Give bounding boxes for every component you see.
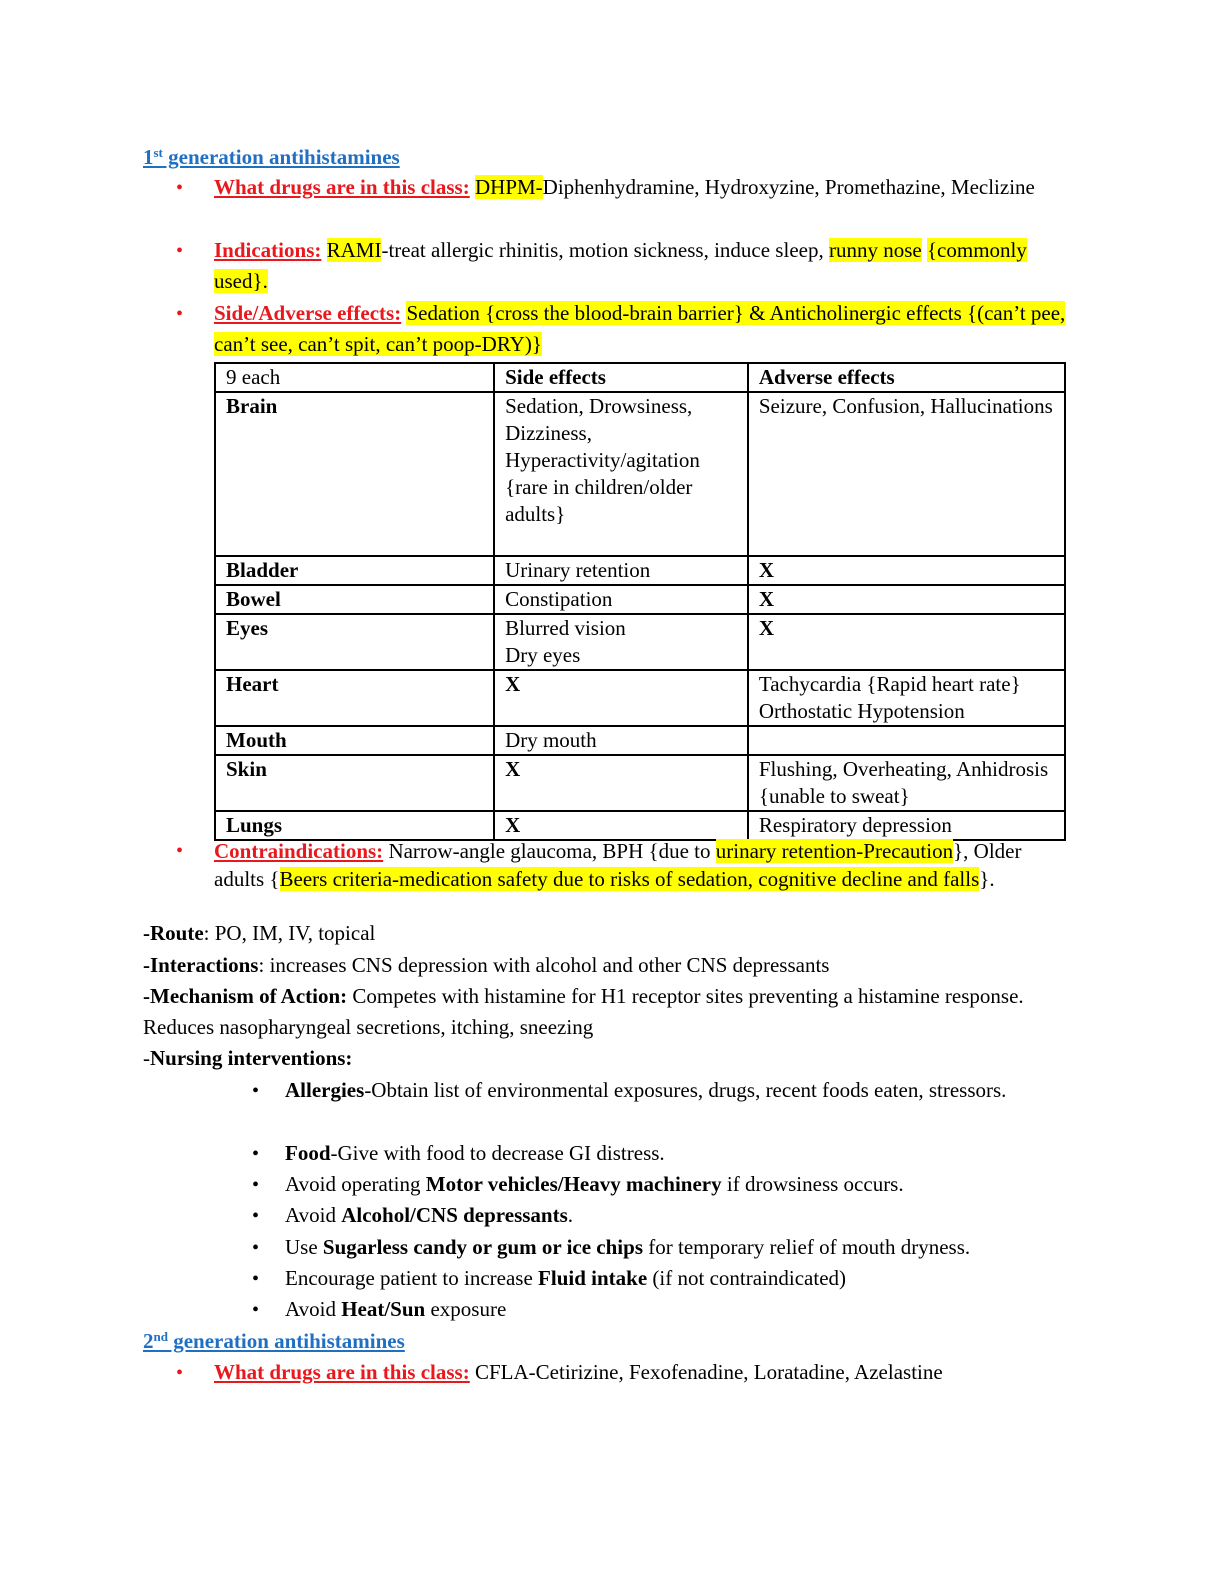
indications-note: {commonly used}.	[214, 238, 1027, 293]
nursing-item	[285, 1169, 1085, 1200]
bullet: •	[252, 1080, 260, 1102]
organ-cell: Eyes	[215, 614, 494, 670]
nursing-bold: Food	[285, 1141, 331, 1165]
drugs-mnemonic: DHPM-	[474, 175, 543, 199]
mechanism-label: -Mechanism of Action:	[143, 984, 348, 1008]
heading-number: 2	[143, 1329, 154, 1353]
interactions-label: -Interactions	[143, 953, 259, 977]
table-row	[215, 670, 1065, 726]
nursing-label: Nursing interventions:	[150, 1046, 353, 1070]
mechanism-paragraph	[143, 981, 1083, 1043]
nursing-text: -Obtain list of environmental exposures, drugs, recent foods eaten, stressors.	[364, 1078, 1007, 1102]
interactions-text: : increases CNS depression with alcohol and other CNS depressants	[258, 953, 830, 977]
cell-text: Dry eyes	[505, 643, 581, 667]
table-row	[215, 755, 1065, 811]
drugs-mnemonic: CFLA-	[469, 1360, 536, 1384]
bullet: •	[252, 1174, 260, 1196]
table-row	[215, 726, 1065, 755]
contraindications-highlight: urinary retention-Precaution	[715, 839, 954, 863]
bullet: •	[176, 240, 184, 262]
side-effects-item	[214, 298, 1074, 360]
bullet: •	[176, 177, 184, 199]
indications-label: Indications:	[214, 238, 322, 262]
contraindications-text: Narrow-angle glaucoma, BPH {due to	[383, 839, 716, 863]
heading-text: generation antihistamines	[162, 145, 400, 169]
bullet: •	[176, 1362, 184, 1384]
bullet: •	[176, 840, 184, 862]
side-effect-cell: Constipation	[494, 585, 748, 614]
side-effect-cell: Dry mouth	[494, 726, 748, 755]
nursing-item	[285, 1075, 1085, 1106]
nursing-text: Avoid operating	[285, 1172, 426, 1196]
organ-cell: Brain	[215, 392, 494, 556]
heading-superscript: nd	[153, 1329, 168, 1344]
nursing-bold: Fluid intake	[538, 1266, 648, 1290]
nursing-heading	[143, 1043, 1083, 1074]
interactions-line	[143, 950, 1083, 981]
heading-text: generation antihistamines	[167, 1329, 405, 1353]
bullet: •	[252, 1268, 260, 1290]
table-row	[215, 811, 1065, 840]
drugs-item	[214, 172, 1074, 203]
nursing-text: -Give with food to decrease GI distress.	[330, 1141, 665, 1165]
nursing-item	[285, 1200, 1085, 1231]
nursing-text: .	[567, 1203, 574, 1227]
heading-superscript: st	[153, 145, 163, 160]
table-header-cell: 9 each	[215, 363, 494, 392]
indications-text: -treat allergic rhinitis, motion sickness, induce sleep,	[381, 238, 829, 262]
drugs-list: Diphenhydramine, Hydroxyzine, Promethazine, Meclizine	[542, 175, 1035, 199]
nursing-item	[285, 1232, 1085, 1263]
adverse-effect-cell: X	[748, 585, 1065, 614]
drugs-item-2nd-gen	[214, 1357, 1074, 1388]
nursing-bold: Allergies	[285, 1078, 365, 1102]
indications-highlight: runny nose	[828, 238, 922, 262]
nursing-text: (if not contraindicated)	[647, 1266, 847, 1290]
adverse-effect-cell: X	[748, 614, 1065, 670]
organ-cell: Mouth	[215, 726, 494, 755]
bullet: •	[176, 303, 184, 325]
nursing-text: Avoid	[285, 1297, 342, 1321]
cell-text: Sedation, Drowsiness, Dizziness, Hyperactivity/agitation {rare in children/older adults}	[505, 394, 700, 526]
section-heading-2nd-gen	[143, 1326, 405, 1358]
cell-text: Orthostatic Hypotension	[758, 699, 965, 723]
adverse-effect-cell: Flushing, Overheating, Anhidrosis {unable to sweat}	[748, 755, 1065, 811]
organ-cell: Bowel	[215, 585, 494, 614]
nursing-prefix: -	[143, 1046, 150, 1070]
table-row	[215, 614, 1065, 670]
drugs-list: Cetirizine, Fexofenadine, Loratadine, Azelastine	[535, 1360, 943, 1384]
table-row	[215, 585, 1065, 614]
heading-number: 1	[143, 145, 154, 169]
side-effect-cell: Urinary retention	[494, 556, 748, 585]
organ-cell: Bladder	[215, 556, 494, 585]
route-line	[143, 918, 1083, 949]
side-effect-cell: X	[494, 670, 748, 726]
side-effect-cell: X	[494, 811, 748, 840]
cell-text: Blurred vision	[505, 616, 626, 640]
bullet: •	[252, 1299, 260, 1321]
table-header-cell: Side effects	[494, 363, 748, 392]
route-label: -Route	[143, 921, 204, 945]
nursing-bold: Heat/Sun	[341, 1297, 426, 1321]
side-effect-cell: X	[494, 755, 748, 811]
table-header-row	[215, 363, 1065, 392]
adverse-effect-cell	[748, 726, 1065, 755]
table-row	[215, 392, 1065, 556]
nursing-text: Use	[285, 1235, 323, 1259]
organ-cell: Lungs	[215, 811, 494, 840]
nursing-text: exposure	[425, 1297, 507, 1321]
table-header-cell: Adverse effects	[748, 363, 1065, 392]
side-effects-text: Sedation {cross the blood-brain barrier} & Anticholinergic effects {(can’t pee, can’t see, can’t spit, can’t poop-DRY)}	[214, 301, 1066, 356]
contraindications-label: Contraindications:	[214, 839, 384, 863]
indications-mnemonic: RAMI	[326, 238, 382, 262]
table-row	[215, 556, 1065, 585]
bullet: •	[252, 1205, 260, 1227]
nursing-text: for temporary relief of mouth dryness.	[643, 1235, 971, 1259]
route-text: : PO, IM, IV, topical	[203, 921, 376, 945]
nursing-item	[285, 1263, 1085, 1294]
nursing-bold: Alcohol/CNS depressants	[341, 1203, 568, 1227]
bullet: •	[252, 1237, 260, 1259]
cell-text: Tachycardia {Rapid heart rate}	[758, 672, 1021, 696]
nursing-item	[285, 1138, 1085, 1169]
adverse-effect-cell	[748, 670, 1065, 726]
nursing-bold: Sugarless candy or gum or ice chips	[322, 1235, 643, 1259]
side-effect-cell	[494, 392, 748, 556]
mechanism-text: Competes with histamine for H1 receptor sites preventing a histamine response. Reduces nasopharyngeal secretions, itching, sneezing	[143, 984, 1024, 1039]
drugs-label: What drugs are in this class:	[214, 1360, 470, 1384]
side-effect-cell	[494, 614, 748, 670]
nursing-text: if drowsiness occurs.	[721, 1172, 904, 1196]
nursing-text: Encourage patient to increase	[285, 1266, 539, 1290]
section-heading-1st-gen	[143, 142, 400, 174]
adverse-effect-cell: X	[748, 556, 1065, 585]
contraindications-text: }.	[979, 867, 995, 891]
bullet: •	[252, 1143, 260, 1165]
nursing-text: Avoid	[285, 1203, 342, 1227]
organ-cell: Skin	[215, 755, 494, 811]
contraindications-highlight: Beers criteria-medication safety due to risks of sedation, cognitive decline and falls	[279, 867, 980, 891]
organ-cell: Heart	[215, 670, 494, 726]
indications-item	[214, 235, 1074, 297]
contraindications-item	[214, 837, 1074, 893]
side-effects-label: Side/Adverse effects:	[214, 301, 402, 325]
nursing-bold: Motor vehicles/Heavy machinery	[425, 1172, 722, 1196]
nursing-item	[285, 1294, 1085, 1325]
adverse-effect-cell: Seizure, Confusion, Hallucinations	[748, 392, 1065, 556]
contraindications-text: }, Older adults {	[214, 839, 1022, 891]
effects-table	[214, 362, 1066, 841]
adverse-effect-cell: Respiratory depression	[748, 811, 1065, 840]
drugs-label: What drugs are in this class:	[214, 175, 470, 199]
